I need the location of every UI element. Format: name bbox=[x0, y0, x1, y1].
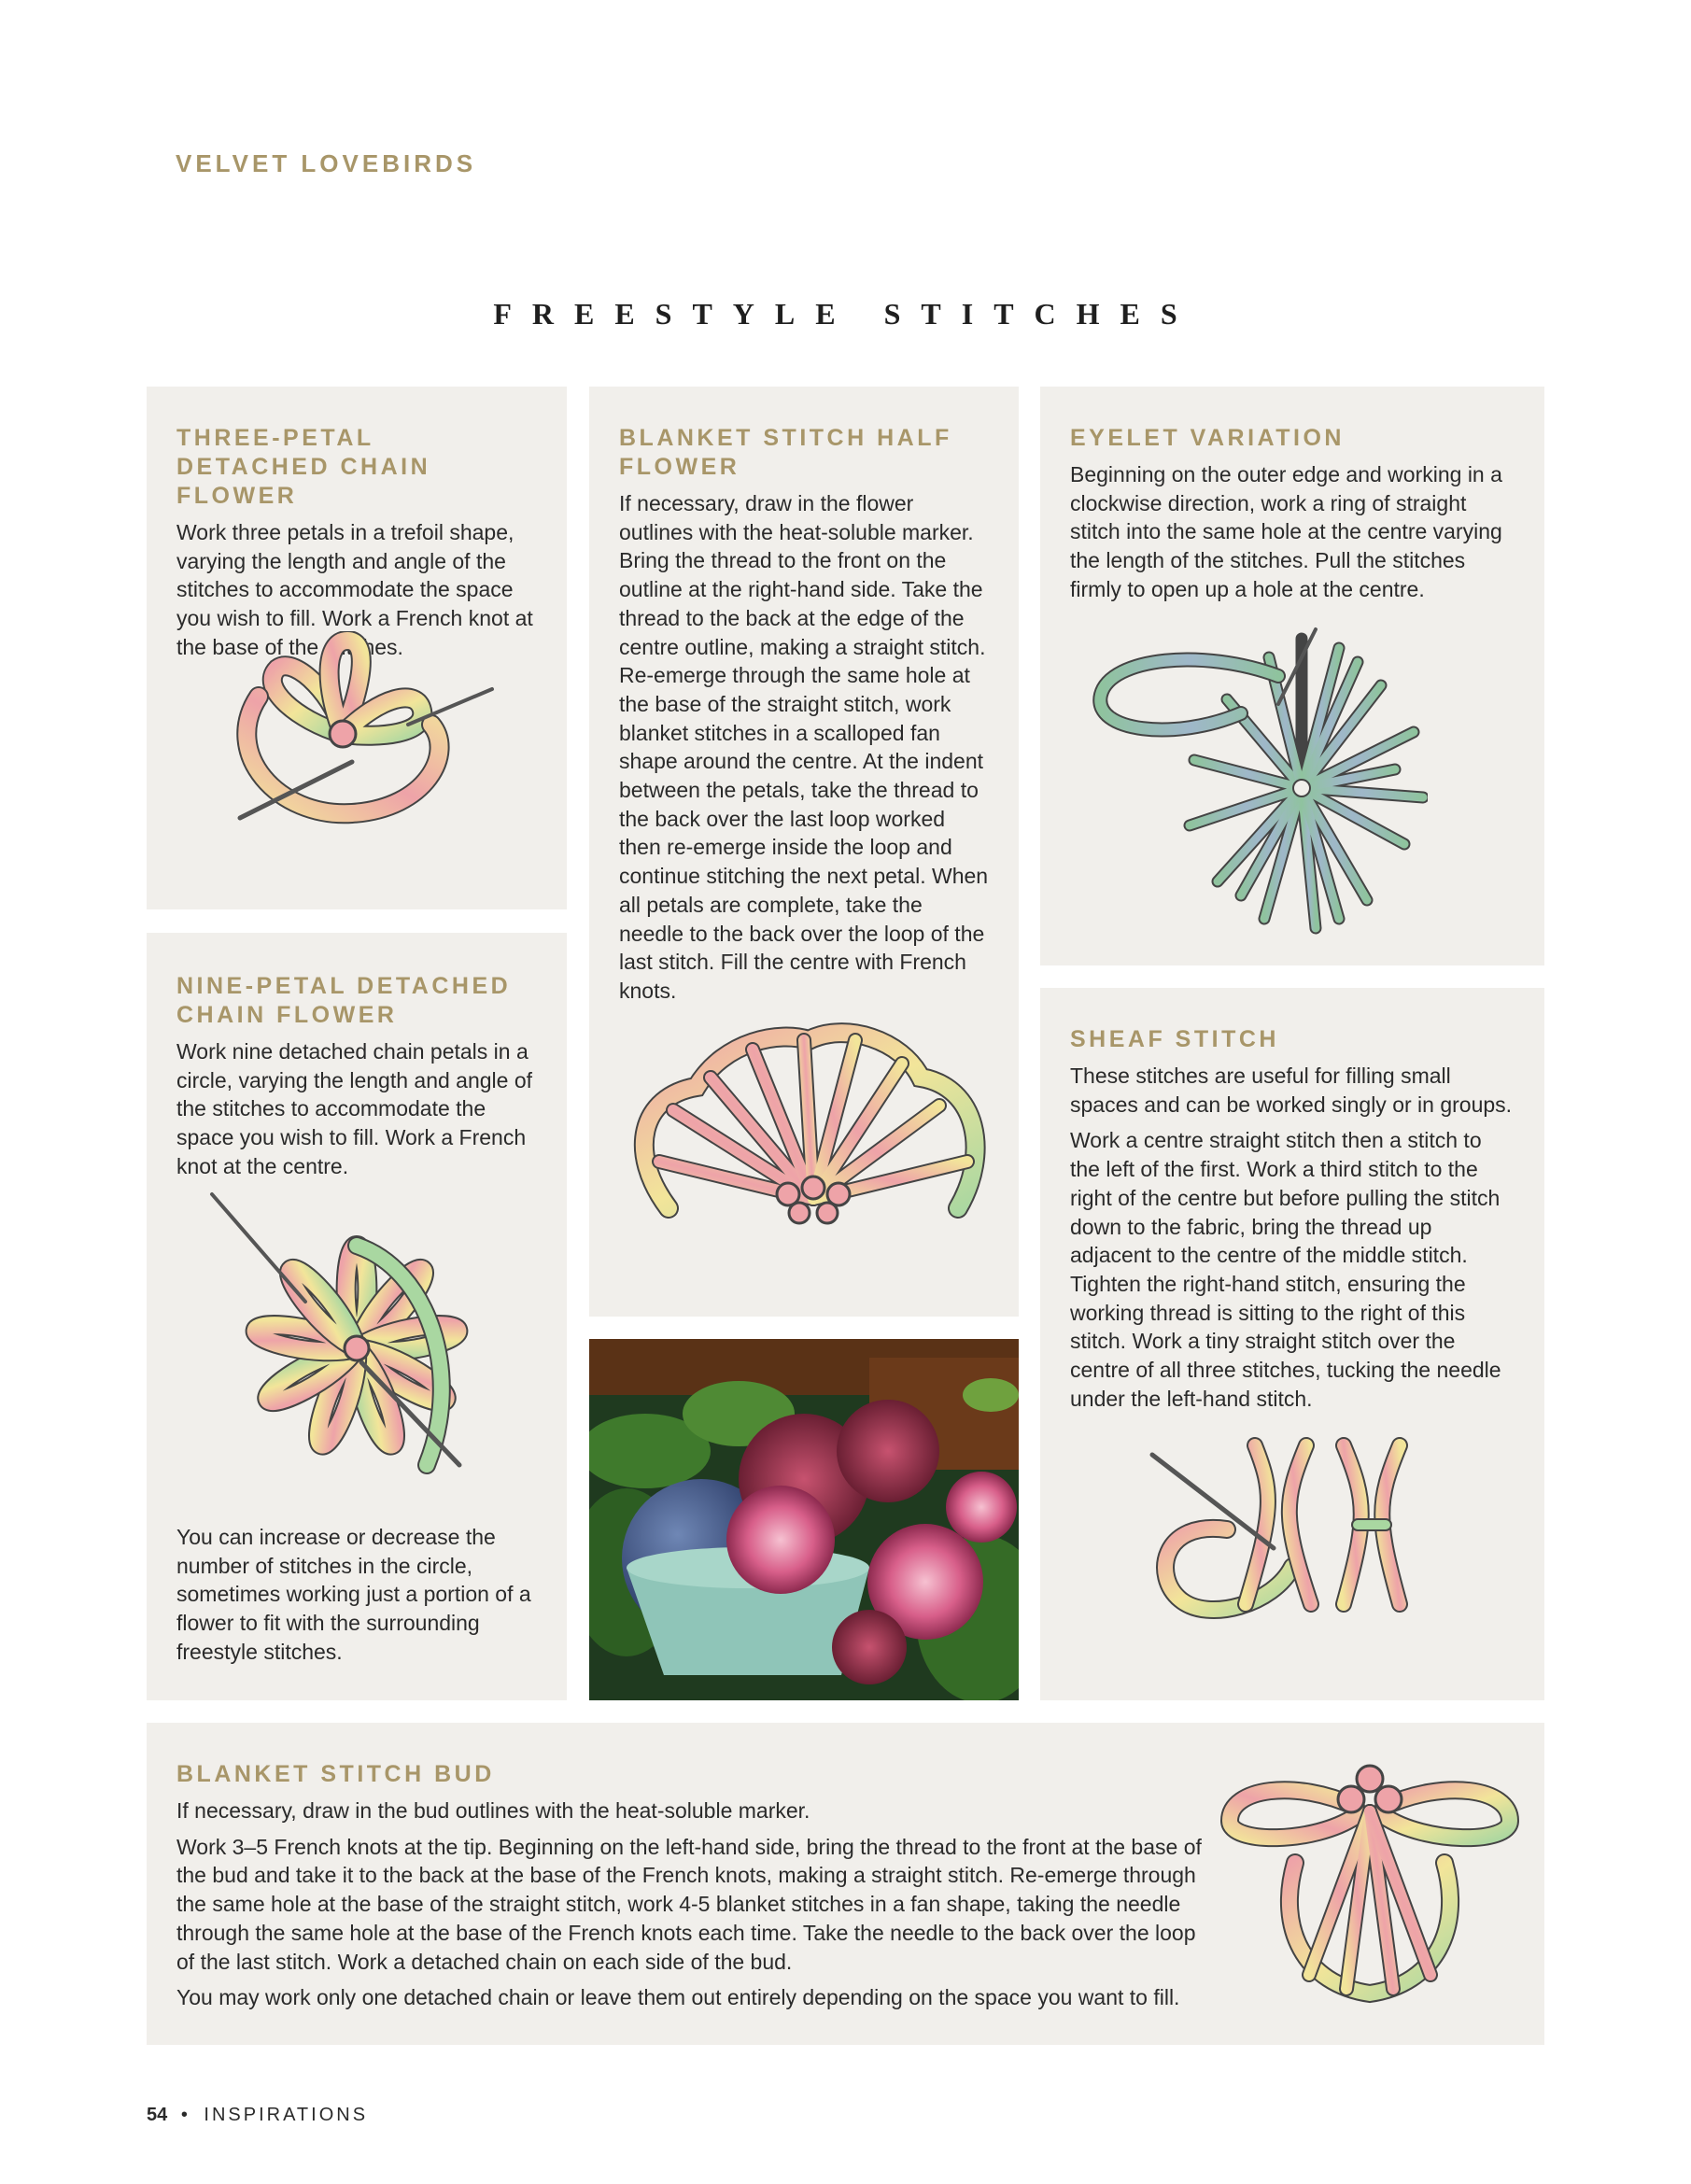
bud-body-3: You may work only one detached chain or leave them out entirely depending on the space you want to fill. bbox=[176, 1985, 1180, 2010]
sheaf-stitch-illustration bbox=[1143, 1436, 1423, 1623]
page-number: 54 bbox=[147, 2105, 168, 2125]
blanket-half-title: BLANKET STITCH HALF FLOWER bbox=[619, 425, 952, 480]
three-petal-body: Work three petals in a trefoil shape, varying the length and angle of the stitches to accommodate the space you wish to fill. Work a French knot at the base of the stitches. bbox=[176, 520, 533, 659]
panel-sheaf-stitch bbox=[1040, 988, 1544, 1700]
blanket-half-flower-illustration bbox=[622, 1022, 995, 1227]
three-petal-flower-illustration bbox=[221, 631, 501, 837]
nine-petal-note: You can increase or decrease the number of stitches in the circle, sometimes working just a portion of a flower to fit with the surrounding freestyle stitches. bbox=[176, 1525, 531, 1664]
running-head: VELVET LOVEBIRDS bbox=[176, 149, 477, 177]
blanket-half-body: If necessary, draw in the flower outlines with the heat-soluble marker. Bring the thread to the front on the outline at the right-hand side. Take the thread to the back at the edge of the centre outline, making a straight stitch. Re-emerge through the same hole at the base of the straight stitch, work blanket stitches in a scalloped fan shape around the centre. At the indent between the petals, take the thread to the back over the last loop worked then re-emerge inside the loop and continue stitching the next petal. When all petals are complete, take the needle to the back over the loop of the last stitch. Fill the centre with French knots. bbox=[619, 491, 989, 1003]
page-footer bbox=[147, 2105, 368, 2126]
footer-separator: • bbox=[180, 2105, 190, 2125]
three-petal-title: THREE-PETAL DETACHED CHAIN FLOWER bbox=[176, 425, 431, 509]
blanket-bud-illustration bbox=[1220, 1741, 1519, 2022]
publication-name: INSPIRATIONS bbox=[204, 2105, 369, 2125]
eyelet-body: Beginning on the outer edge and working in a clockwise direction, work a ring of straight stitch into the same hole at the centre varying the length of the stitches. Pull the stitches firmly to open up a hole at the centre. bbox=[1070, 462, 1502, 601]
panel-nine-petal-chain-flower bbox=[147, 933, 567, 1700]
nine-petal-title: NINE-PETAL DETACHED CHAIN FLOWER bbox=[176, 973, 512, 1028]
bud-body-2: Work 3–5 French knots at the tip. Beginning on the left-hand side, bring the thread to the front at the base of the bud and take it to the back at the base of the French knots, making a straight stitch. Re-emerge through the same hole at the base of the straight stitch, work 4-5 blanket stitches in a fan shape, taking the needle through the same hole at the base of the French knots each time. Take the needle to the back over the loop of the last stitch. Work a detached chain on each side of the bud. bbox=[176, 1834, 1202, 1974]
sheaf-body-1: These stitches are useful for filling small spaces and can be worked singly or in groups. bbox=[1070, 1064, 1513, 1117]
nine-petal-flower-illustration bbox=[193, 1185, 492, 1484]
panel-three-petal-chain-flower bbox=[147, 387, 567, 909]
eyelet-variation-illustration bbox=[1092, 620, 1428, 937]
section-title: FREESTYLE STITCHES bbox=[493, 297, 1198, 331]
photo-bouquet-bowl bbox=[589, 1339, 1019, 1700]
panel-eyelet-variation bbox=[1040, 387, 1544, 965]
eyelet-title: EYELET VARIATION bbox=[1070, 425, 1345, 451]
bud-body-1: If necessary, draw in the bud outlines with the heat-soluble marker. bbox=[176, 1798, 810, 1823]
panel-blanket-stitch-half-flower bbox=[589, 387, 1019, 1317]
panel-blanket-stitch-bud bbox=[147, 1723, 1544, 2045]
nine-petal-body: Work nine detached chain petals in a circle, varying the length and angle of the stitches to accommodate the space you wish to fill. Work a French knot at the centre. bbox=[176, 1039, 533, 1178]
sheaf-title: SHEAF STITCH bbox=[1070, 1026, 1279, 1052]
bud-title: BLANKET STITCH BUD bbox=[176, 1761, 495, 1787]
sheaf-body-2: Work a centre straight stitch then a stitch to the left of the first. Work a third stitch to the right of the centre but before pulling the stitch down to the fabric, bring the thread up adjacent to the centre of the middle stitch. Tighten the right-hand stitch, ensuring the working thread is sitting to the right of this stitch. Work a tiny straight stitch over the centre of all three stitches, tucking the needle under the left-hand stitch. bbox=[1070, 1128, 1501, 1411]
